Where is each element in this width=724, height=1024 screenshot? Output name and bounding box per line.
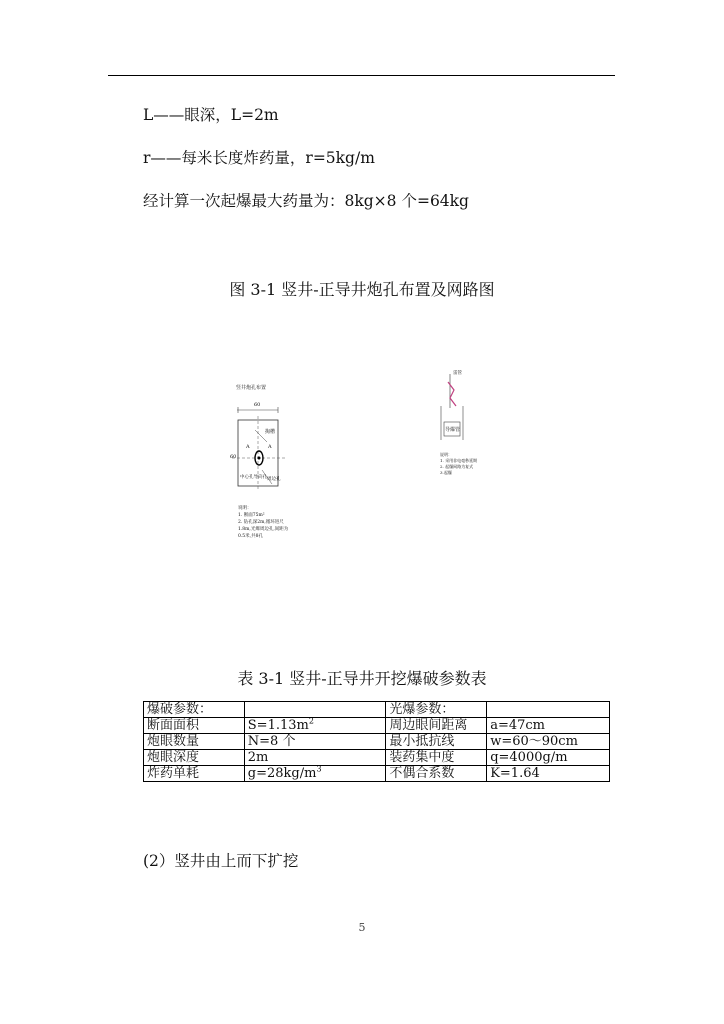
layout-note: 2. 钻孔深2m,循环进尺: [238, 520, 284, 525]
formula-line-depth: L——眼深，L=2m: [143, 106, 279, 124]
perimeter-hole-label: 周边孔: [267, 477, 281, 482]
table-cell: 不偶合系数: [386, 766, 487, 782]
table-cell: [487, 702, 610, 718]
table-cell-area: [244, 718, 386, 734]
section-heading: (2）竖井由上而下扩挖: [143, 852, 299, 870]
center-hole-label: 中心孔导向孔: [240, 475, 267, 480]
table-cell: 装药集中度: [386, 750, 487, 766]
table-cell: 2m: [244, 750, 386, 766]
area-value: S=1.13m: [247, 718, 309, 733]
table-cell: [244, 702, 386, 718]
figure-caption: 图 3-1 竖井-正导井炮孔布置及网路图: [229, 280, 495, 299]
network-note: 3.起爆: [440, 470, 452, 475]
tube-box-label: 导爆管: [445, 427, 461, 433]
layout-note: 1. 断面75m²: [238, 513, 265, 518]
blasting-parameter-table: [143, 701, 610, 782]
layout-notes: [238, 505, 288, 540]
table-cell: q=4000g/m: [487, 750, 610, 766]
table-cell: N=8 个: [244, 734, 386, 750]
table-caption: 表 3-1 竖井-正导井开挖爆破参数表: [237, 669, 487, 688]
header-rule: [108, 75, 615, 76]
blast-hole-layout-diagram: [222, 380, 332, 550]
table-cell: 最小抵抗线: [386, 734, 487, 750]
formula-line-charge: r——每米长度炸药量，r=5kg/m: [143, 149, 375, 167]
cut-zone-label: 掏槽: [265, 429, 276, 435]
network-note: 2. 起爆网路为复式: [440, 464, 474, 469]
table-row: [144, 766, 610, 782]
network-notes: [440, 452, 477, 476]
table-cell: K=1.64: [487, 766, 610, 782]
density-exponent: 3: [316, 765, 322, 774]
table-cell: 炮眼深度: [144, 750, 245, 766]
table-cell: 光爆参数：: [386, 702, 487, 718]
table-row: [144, 750, 610, 766]
layout-title: 竖井炮孔布置: [236, 385, 267, 391]
table-cell-density: [244, 766, 386, 782]
area-exponent: 2: [308, 717, 314, 726]
page-number: 5: [358, 921, 366, 934]
table-cell: 爆破参数：: [144, 702, 245, 718]
table-cell: 断面面积: [144, 718, 245, 734]
blasting-network-diagram: [428, 368, 498, 488]
formula-line-total: 经计算一次起爆最大药量为：8kg×8 个=64kg: [143, 192, 469, 210]
table-cell: 周边眼间距离: [386, 718, 487, 734]
detonator-label: 雷管: [453, 371, 462, 376]
table-row: [144, 718, 610, 734]
network-note: 1. 采用非电毫秒延期: [440, 458, 478, 463]
network-note: 说明：: [440, 452, 452, 457]
layout-side-label: 60: [230, 454, 237, 460]
table-cell: a=47cm: [487, 718, 610, 734]
table-cell: 炮眼数量: [144, 734, 245, 750]
density-value: g=28kg/m: [247, 766, 317, 781]
layout-width-label: 60: [254, 402, 261, 408]
table-row: [144, 702, 610, 718]
table-cell: w=60～90cm: [487, 734, 610, 750]
layout-note: 1.8m,光爆周边孔,间距为: [238, 527, 289, 532]
hole-label-left: A: [246, 444, 250, 450]
hole-label-right: A: [268, 444, 272, 450]
table-cell: 炸药单耗: [144, 766, 245, 782]
table-row: [144, 734, 610, 750]
layout-note: 说明：: [238, 506, 252, 511]
layout-note: 0.5米,共8孔: [238, 534, 263, 539]
